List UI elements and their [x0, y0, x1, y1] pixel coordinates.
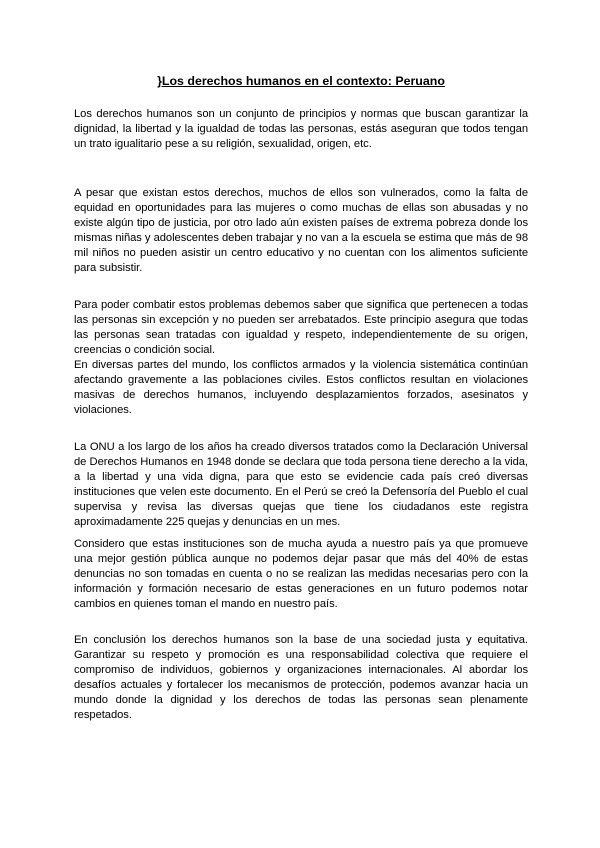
paragraph-conflicts: En diversas partes del mundo, los conflictos armados y la violencia sistemática continúan afectando gravemente a las poblaciones civiles. Estos conflictos resultan en violaciones masivas de derechos humanos, incluyendo desplazamientos forzados, asesinatos y violaciones. [74, 359, 528, 417]
paragraph-conclusion: En conclusión los derechos humanos son la base de una sociedad justa y equitativa. Garantizar su respeto y promoción es una responsabilidad colectiva que requiere el compromiso de individuos, gobiernos y organizaciones internacionales. Al abordar los desafíos actuales y fortalecer los mecanismos de protección, podemos avanzar hacia un mundo donde la dignidad y los derechos de todas las personas sean plenamente respetados. [74, 634, 528, 722]
document-title: }Los derechos humanos en el contexto: Peruano [157, 74, 445, 88]
paragraph-opinion: Considero que estas instituciones son de mucha ayuda a nuestro país ya que promueve una mejor gestión pública aunque no podemos dejar pasar que más del 40% de estas denuncias no son tomadas en cuenta o no se realizan las medidas necesarias pero con la información y formación necesario de estas generaciones en un futuro podemos notar cambios en quienes toman el mando en nuestro país. [74, 538, 528, 611]
paragraph-introduction: Los derechos humanos son un conjunto de principios y normas que buscan garantizar la dignidad, la libertad y la igualdad de todas las personas, estás aseguran que todos tengan un trato igualitario pese a su religión, sexualidad, origen, etc. [74, 108, 528, 151]
paragraph-onu: La ONU a los largo de los años ha creado diversos tratados como la Declaración Universal de Derechos Humanos en 1948 donde se declara que toda persona tiene derecho a la vida, a la libertad y una vida digna, para que esto se evidencie cada país creó diversas instituciones que velen este documento. En el Perú se creó la Defensoría del Pueblo el cual supervisa y revisa las diversas quejas que tiene los ciudadanos este registra aproximadamente 225 quejas y denuncias en un mes. [74, 441, 528, 529]
paragraph-violations: A pesar que existan estos derechos, muchos de ellos son vulnerados, como la falta de equidad en oportunidades para las mujeres o como muchas de ellas son abusadas y no existe algún tipo de justicia, por otro lado aún existen países de extrema pobreza donde los mismas niñas y adolescentes deben trabajar y no van a la escuela se estima que más de 98 mil niños no pueden asistir un centro educativo y no cuentan con los alimentos suficiente para subsistir. [74, 187, 528, 275]
paragraph-principle: Para poder combatir estos problemas debemos saber que significa que pertenecen a todas las personas sin excepción y no pueden ser arrebatados. Este principio asegura que todas las personas sean tratadas con igualdad y respeto, independientemente de su origen, creencias o condición social. [74, 299, 528, 357]
